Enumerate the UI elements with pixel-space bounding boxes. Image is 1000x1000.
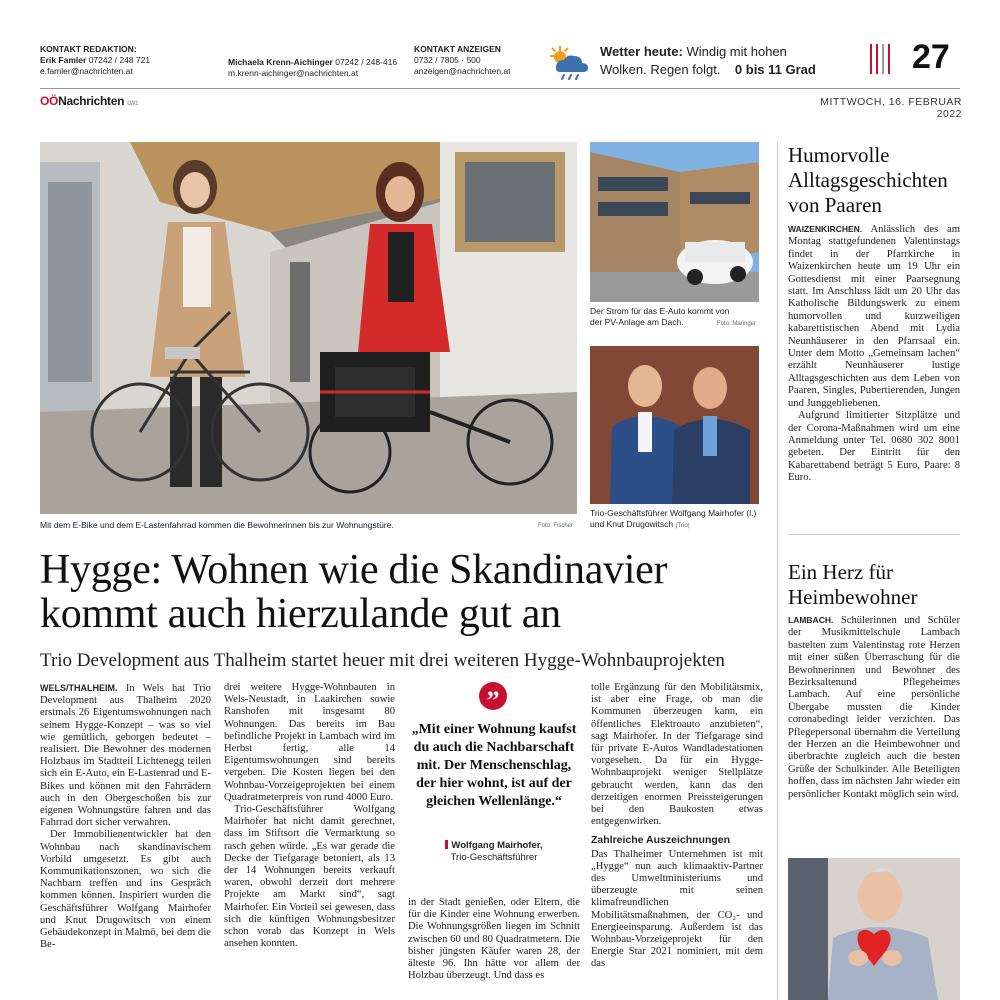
sidebar-story2-title: Ein Herz für Heimbewohner — [788, 560, 918, 609]
quote-author: Wolfgang Mairhofer, — [451, 840, 543, 851]
article-col3-p1: in der Stadt genießen, oder Eltern, die für die Kinder eine Wohnung erwerben. Die Wohnungsgrößen liegen im Schnitt zwischen 60 und 80 Quadratmetern. Die bisher jüngsten Käufer waren 28, der älteste 96. Ihn hätte vor allem der Holzbau überzeugt. Und dass es — [408, 897, 580, 982]
article-column-1 — [40, 682, 211, 1000]
contact-second-name: Michaela Krenn-Aichinger — [228, 57, 333, 67]
contact-redaktion-email[interactable]: e.famler@nachrichten.at — [40, 66, 133, 76]
managers-photo-credit: (Trio) — [675, 523, 690, 529]
sidebar-story2-dateline: LAMBACH. — [788, 615, 834, 625]
sidebar-story2-p1: Schülerinnen und Schüler der Musikmittelschule Lambach bastelten zum Valentinstag rote Herzen mit einer süßen Überraschung für die Bewohnerinnen und Bewohner des Bezirksaltenund Pflegeheimes Lambach. Auf eine persönliche Übergabe mussten die Kinder coronabedingt leider verzichten. Das Pflegepersonal übernahm die Verteilung der Herzen an die Heimbewohner und überbrachte zugleich auch die besten Grüße der Schulkinder. Alle Beteiligten hoffen, dass im nächsten Jahr wieder ein persönlicher Kontakt möglich sein wird. — [788, 615, 960, 800]
contact-redaktion-name: Erik Famler — [40, 55, 87, 65]
managers-photo — [590, 346, 759, 504]
headline-line2: kommt auch hierzulande gut an — [40, 591, 561, 637]
article-column-2 — [224, 682, 395, 1000]
contact-redaktion-label: KONTAKT REDAKTION: — [40, 44, 137, 54]
sidebar-story1-dateline: WAIZENKIRCHEN. — [788, 224, 863, 234]
contact-anzeigen — [414, 44, 544, 77]
building-photo-credit: Foto: Maringer — [717, 321, 757, 327]
article-subheading: Zahlreiche Auszeichnungen — [591, 834, 731, 847]
pull-quote: „Mit einer Wohnung kaufst du auch die Nachbarschaft mit. Der Menschenschlag, der hier wohnt, ist auf der gleichen Wellenlänge.“ — [411, 722, 577, 809]
heart-photo-senior — [788, 858, 960, 1000]
main-photo-credit: Foto: Fischer — [538, 523, 574, 529]
sidebar-story1-p2: Aufgrund limitierter Sitzplätze und der Corona-Maßnahmen wird um eine Anmeldung unter Tel. 0680 302 8001 gebeten. Der Eintritt für den Kabarettabend beträgt 5 Euro, Paare: 8 Euro. — [788, 410, 960, 484]
quote-role: Trio-Geschäftsführer — [450, 852, 538, 863]
issue-date: MITTWOCH, 16. FEBRUAR 2022 — [820, 96, 962, 120]
quote-icon: ” — [479, 682, 507, 710]
pull-quote-attribution — [408, 840, 580, 864]
contact-redaktion-phone: 07242 / 248 721 — [88, 55, 151, 65]
weather-line2: Wolken. Regen folgt. — [600, 62, 721, 77]
sidebar-story1-title: Humorvolle Alltagsgeschichten von Paaren — [788, 143, 948, 217]
contact-second-email[interactable]: m.krenn-aichinger@nachrichten.at — [228, 68, 359, 78]
article-headline — [40, 548, 780, 636]
article-col2-p2: Trio-Geschäftsführer Wolfgang Mairhofer hat nicht damit gerechnet, dass im Stiftsort die Vermarktung so rasch gehen würde. „Es war gerade die Decke der Tiefgarage betoniert, als 13 der 14 Wohnungen bereits verkauft waren, obwohl derzeit dort mehrere Projekte am Markt sind“, sagt Mairhofer. Ein Vorteil sei gewesen, dass sich die künftigen Wohnungsbesitzer schon vorab das Konzept in Wels ansehen konnten. — [224, 804, 395, 950]
weather-forecast — [600, 43, 850, 79]
managers-photo-caption-text: Trio-Geschäftsführer Wolfgang Mairhofer (l.) und Knut Drugowitsch — [590, 508, 757, 529]
contact-anzeigen-label: KONTAKT ANZEIGEN — [414, 44, 501, 54]
brand-logo: OÖNachrichten LW1 — [40, 94, 139, 108]
sidebar-story2-body — [788, 614, 960, 846]
contact-anzeigen-email[interactable]: anzeigen@nachrichten.at — [414, 66, 511, 76]
weather-sun-cloud-rain-icon — [546, 44, 592, 80]
article-col1-p2: Der Immobilienentwickler hat den Wohnbau nach skandinavischem Vorbild umgesetzt. Es gibt auch Kommunikationszonen, wo sich die Nachbarn treffen und ins Gespräch kommen können. Inspiriert wurden die Geschäftsführer Wolfgang Mairhofer und Knut Drugowitsch von einem Gebäudekonzept in Malmö, bei dem die Be- — [40, 829, 211, 951]
weather-line1: Windig mit hohen — [686, 44, 787, 59]
sidebar-story-divider — [788, 534, 960, 535]
article-column-4 — [591, 682, 763, 1000]
contact-second-phone: 07242 / 248-416 — [335, 57, 398, 67]
contact-second — [228, 57, 408, 79]
sidebar-divider — [777, 142, 778, 1000]
article-dateline: WELS/THALHEIM. — [40, 683, 118, 693]
article-col2-p1: drei weitere Hygge-Wohnbauten in Wels-Neustadt, in Laakirchen sowie Ranshofen mit insgesamt 80 Wohnungen. Das bereits im Bau befindliche Projekt in Lambach wird im Herbst fertig, alle 14 Eigentumswohnungen sind bereits vergeben. Die Kosten liegen bei den Wohnbau-Vorzeigeprojekten bei einem Quadratmeterpreis von rund 4000 Euro. — [224, 682, 395, 803]
header-divider — [40, 88, 960, 89]
main-photo-caption: Mit dem E-Bike und dem E-Lastenfahrrad kommen die Bewohnerinnen bis zur Wohnungstüre. — [40, 520, 394, 530]
contact-redaktion — [40, 44, 220, 77]
contact-anzeigen-phone: 0732 / 7805 · 500 — [414, 55, 481, 65]
article-column-3 — [408, 897, 580, 1000]
page-number: 27 — [912, 38, 950, 76]
headline-line1: Hygge: Wohnen wie die Skandinavier — [40, 547, 668, 593]
article-col1-p1: In Wels hat Trio Development aus Thalheim 2020 erstmals 26 Eigentumswohnungen nach seinem Hygge-Konzept – was so viel wie gemütlich, geborgen bedeutet – realisiert. Die Bewohner des modernen Holzbaus im Stadtteil Lichtenegg teilen sich ein E-Auto, ein E-Lastenrad und E-Bikes und können mit den Fahrrädern auch in den Obergeschoßen bis zur eigenen Wohnungstüre fahren und das Fahrrad dort sicher verwahren. — [40, 683, 211, 829]
weather-label: Wetter heute: — [600, 44, 683, 59]
managers-photo-caption — [590, 508, 759, 532]
article-col4-p1: tolle Ergänzung für den Mobilitätsmix, ist aber eine Frage, ob man die Kommunen überzeugen kann, ein öffentliches Elektroauto anzubieten“, sagt Mairhofer. In der Tiefgarage sind für private E-Autos Wandladestationen vorgesehen. Da für ein Hygge-Wohnbauprojekt weniger Stellplätze gebraucht werden, kann das den derzeitigen enormen Preissteigerungen bei den Baukosten etwas entgegenwirken. — [591, 682, 763, 828]
sidebar-story1-body — [788, 223, 960, 523]
page-color-bars — [870, 44, 894, 79]
weather-temp: 0 bis 11 Grad — [734, 62, 816, 77]
sidebar-story1-p1: Anlässlich des am Montag stattgefundenen Valentinstags findet in der Pfarrkirche in Waizenkirchen heute um 19 Uhr ein Gottesdienst mit einer Paarsegnung statt. Im Anschluss lädt um 20 Uhr das Katholische Bildungswerk zu einem humorvollen und kurzweiligen kabarettistischen Abend mit Lydia Neunhäuserer in den Pfarrsaal ein. Unter dem Motto „Gemeinsam lachen“ erzählt Neunhäuserer lustige Alltagsgeschichten aus dem Leben von Paaren, Singles, Pubertierenden, Jungen und Junggebliebenen. — [788, 224, 960, 409]
building-photo-caption: Der Strom für das E-Auto kommt von der PV-Anlage am Dach. — [590, 306, 730, 327]
building-photo — [590, 142, 759, 302]
main-photo-e-bikes — [40, 142, 577, 514]
article-col4-p2: Das Thalheimer Unternehmen ist mit „Hygge“ nun auch klimaaktiv-Partner des Umweltministeriums und überzeugte mit seinen klimafreundlichen Mobilitätsmaßnahmen, der CO₂- und Energieeinsparung. Außerdem ist das Wohnbau-Vorzeigeprojekt für den Energie Star 2021 nominiert, mit dem das — [591, 848, 763, 970]
article-subhead: Trio Development aus Thalheim startet heuer mit drei weiteren Hygge-Wohnbauprojekten — [40, 650, 725, 671]
